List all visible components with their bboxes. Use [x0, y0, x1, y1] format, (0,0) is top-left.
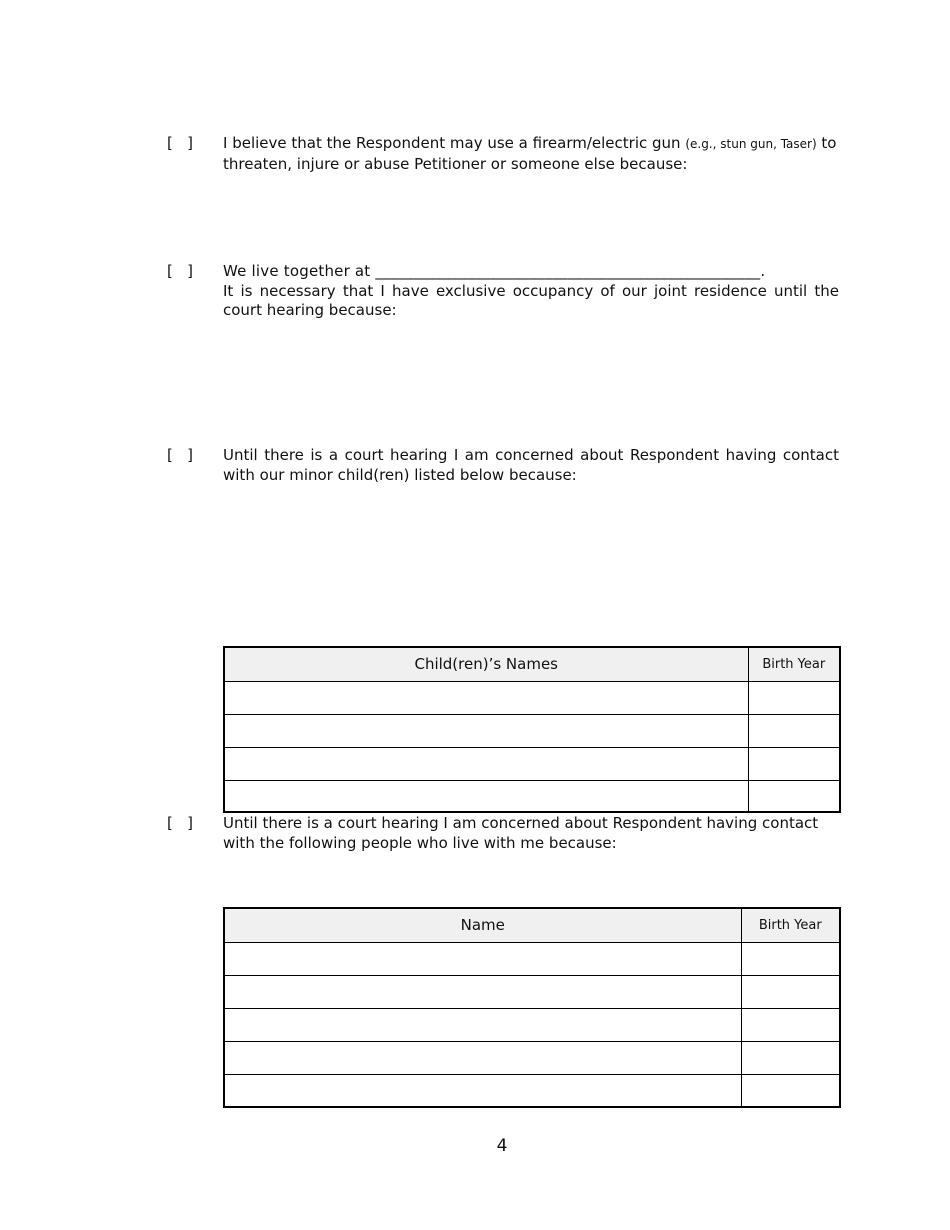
child-birth-year-cell[interactable] [748, 780, 840, 812]
firearm-text-end: to threaten, injure or abuse Petitioner or someone else because: [223, 134, 837, 173]
firearm-text: I believe that the Respondent may use a firearm/electric gun [223, 134, 686, 152]
children-table-header [224, 647, 840, 681]
person-name-cell[interactable] [224, 942, 741, 975]
child-name-cell[interactable] [224, 780, 748, 812]
table-row [224, 942, 840, 975]
child-name-cell[interactable] [224, 747, 748, 780]
children-table [223, 646, 841, 813]
children-birth-year-header: Birth Year [748, 647, 840, 681]
table-row [224, 1041, 840, 1074]
table-row [224, 747, 840, 780]
children-names-header: Child(ren)’s Names [224, 647, 748, 681]
children-statement: Until there is a court hearing I am concerned about Respondent having contact with our minor child(ren) listed below because: [223, 446, 839, 484]
child-birth-year-cell[interactable] [748, 681, 840, 714]
person-name-cell[interactable] [224, 975, 741, 1008]
residence-reason: It is necessary that I have exclusive occupancy of our joint residence until the court hearing because: [223, 281, 839, 319]
household-table-header [224, 908, 840, 942]
table-row [224, 1008, 840, 1041]
household-checkbox[interactable]: [ ] [167, 814, 194, 832]
person-birth-year-cell[interactable] [741, 975, 840, 1008]
person-birth-year-cell[interactable] [741, 1041, 840, 1074]
person-name-cell[interactable] [224, 1074, 741, 1107]
firearm-checkbox[interactable]: [ ] [167, 134, 194, 152]
child-birth-year-cell[interactable] [748, 747, 840, 780]
person-birth-year-cell[interactable] [741, 942, 840, 975]
children-checkbox[interactable]: [ ] [167, 446, 194, 464]
firearm-statement [223, 134, 839, 174]
firearm-example: (e.g., stun gun, Taser) [685, 137, 817, 151]
table-row [224, 681, 840, 714]
child-name-cell[interactable] [224, 681, 748, 714]
table-row [224, 975, 840, 1008]
person-name-cell[interactable] [224, 1041, 741, 1074]
person-birth-year-cell[interactable] [741, 1008, 840, 1041]
birth-year-header: Birth Year [741, 908, 840, 942]
household-statement: Until there is a court hearing I am concerned about Respondent having contact with the following people who live with me because: [223, 814, 819, 852]
residence-statement [223, 262, 839, 321]
household-table [223, 907, 841, 1108]
child-name-cell[interactable] [224, 714, 748, 747]
table-row [224, 780, 840, 812]
residence-address-line[interactable]: We live together at __________________________________________________. [223, 262, 766, 280]
person-name-cell[interactable] [224, 1008, 741, 1041]
child-birth-year-cell[interactable] [748, 714, 840, 747]
page-number: 4 [496, 1136, 508, 1156]
table-row [224, 714, 840, 747]
name-header: Name [224, 908, 741, 942]
person-birth-year-cell[interactable] [741, 1074, 840, 1107]
table-row [224, 1074, 840, 1107]
residence-checkbox[interactable]: [ ] [167, 262, 194, 280]
